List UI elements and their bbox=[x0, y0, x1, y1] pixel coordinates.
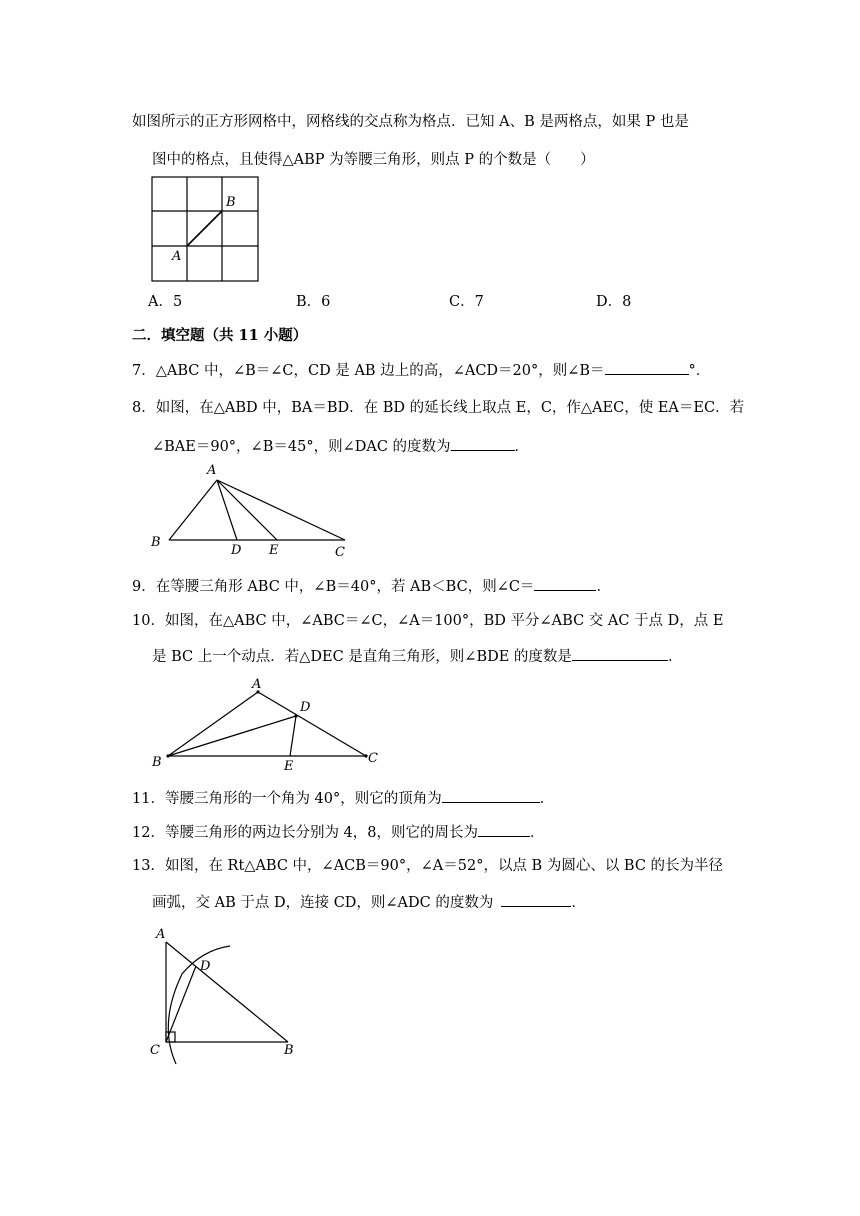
q8-label-e: E bbox=[269, 543, 279, 558]
q10-label-a: A bbox=[252, 677, 262, 692]
q13-label-d: D bbox=[200, 959, 211, 974]
q13-stem: 画弧，交 AB 于点 D，连接 CD，则∠ADC 的度数为 bbox=[152, 895, 494, 911]
q8-label-b: B bbox=[151, 535, 161, 550]
q10-label-c: C bbox=[368, 751, 378, 766]
q8-label-c: C bbox=[335, 545, 345, 560]
q6-option-d[interactable]: D．8 bbox=[596, 294, 632, 310]
q7-suffix: °． bbox=[688, 363, 711, 379]
q12-answer-blank[interactable] bbox=[478, 822, 530, 837]
q7-text bbox=[132, 360, 710, 381]
q8-suffix: ． bbox=[514, 439, 530, 455]
q10-stem: 是 BC 上一个动点．若△DEC 是直角三角形，则∠BDE 的度数是 bbox=[152, 649, 572, 665]
q13-triangle-figure bbox=[146, 924, 316, 1064]
q13-line2 bbox=[152, 892, 586, 913]
q10-label-e: E bbox=[284, 759, 294, 774]
q8-label-a: A bbox=[207, 463, 217, 478]
q9-answer-blank[interactable] bbox=[534, 576, 596, 591]
q10-line2 bbox=[152, 646, 682, 667]
q7-stem: 7．△ABC 中，∠B＝∠C，CD 是 AB 边上的高，∠ACD＝20°，则∠B＝ bbox=[132, 363, 605, 379]
q9-text bbox=[132, 576, 611, 597]
q10-triangle-figure bbox=[148, 672, 388, 772]
q10-answer-blank[interactable] bbox=[572, 646, 668, 661]
q11-stem: 11．等腰三角形的一个角为 40°，则它的顶角为 bbox=[132, 791, 442, 807]
q11-answer-blank[interactable] bbox=[442, 788, 540, 803]
q13-label-c: C bbox=[150, 1043, 160, 1058]
q11-text bbox=[132, 788, 554, 809]
q13-line1: 13．如图，在 Rt△ABC 中，∠ACB＝90°，∠A＝52°，以点 B 为圆心、以 BC 的长为半径 bbox=[132, 858, 724, 874]
q9-suffix: ． bbox=[596, 579, 611, 595]
q8-stem: ∠BAE＝90°，∠B＝45°，则∠DAC 的度数为 bbox=[152, 439, 451, 455]
q6-line1: 如图所示的正方形网格中，网格线的交点称为格点．已知 A、B 是两格点，如果 P 也是 bbox=[132, 114, 689, 130]
q6-segment-ab bbox=[187, 211, 222, 246]
q6-option-b[interactable]: B．6 bbox=[296, 294, 331, 310]
q6-label-b: B bbox=[226, 195, 236, 210]
q12-suffix: ． bbox=[530, 825, 545, 841]
q10-suffix: ． bbox=[667, 649, 683, 665]
q6-grid-figure bbox=[150, 175, 260, 283]
q13-answer-blank[interactable] bbox=[501, 892, 571, 907]
q6-line2: 图中的格点，且使得△ABP 为等腰三角形，则点 P 的个数是（ ） bbox=[152, 152, 595, 168]
q9-stem: 9．在等腰三角形 ABC 中，∠B＝40°，若 AB＜BC，则∠C＝ bbox=[132, 579, 535, 595]
q6-option-c[interactable]: C．7 bbox=[449, 294, 484, 310]
q11-suffix: ． bbox=[539, 791, 555, 807]
q6-option-a[interactable]: A．5 bbox=[148, 294, 183, 310]
q8-line1: 8．如图，在△ABD 中，BA＝BD．在 BD 的延长线上取点 E，C，作△AEC，使 EA＝EC．若 bbox=[132, 400, 745, 416]
q10-label-d: D bbox=[300, 700, 311, 715]
q8-answer-blank[interactable] bbox=[451, 436, 515, 451]
q8-label-d: D bbox=[231, 543, 242, 558]
q8-triangle-figure bbox=[145, 462, 365, 562]
q6-label-a: A bbox=[172, 249, 182, 264]
q13-label-b: B bbox=[284, 1043, 294, 1058]
q7-answer-blank[interactable] bbox=[605, 360, 689, 375]
section-title: 二．填空题（共 11 小题） bbox=[132, 327, 308, 344]
q13-label-a: A bbox=[156, 927, 166, 942]
q8-line2 bbox=[152, 436, 529, 457]
q10-label-b: B bbox=[152, 755, 162, 770]
q12-text bbox=[132, 822, 545, 843]
q13-suffix: ． bbox=[571, 895, 586, 911]
q10-line1: 10．如图，在△ABC 中，∠ABC＝∠C，∠A＝100°，BD 平分∠ABC 交 AC 于点 D，点 E bbox=[132, 613, 724, 629]
q12-stem: 12．等腰三角形的两边长分别为 4，8，则它的周长为 bbox=[132, 825, 479, 841]
